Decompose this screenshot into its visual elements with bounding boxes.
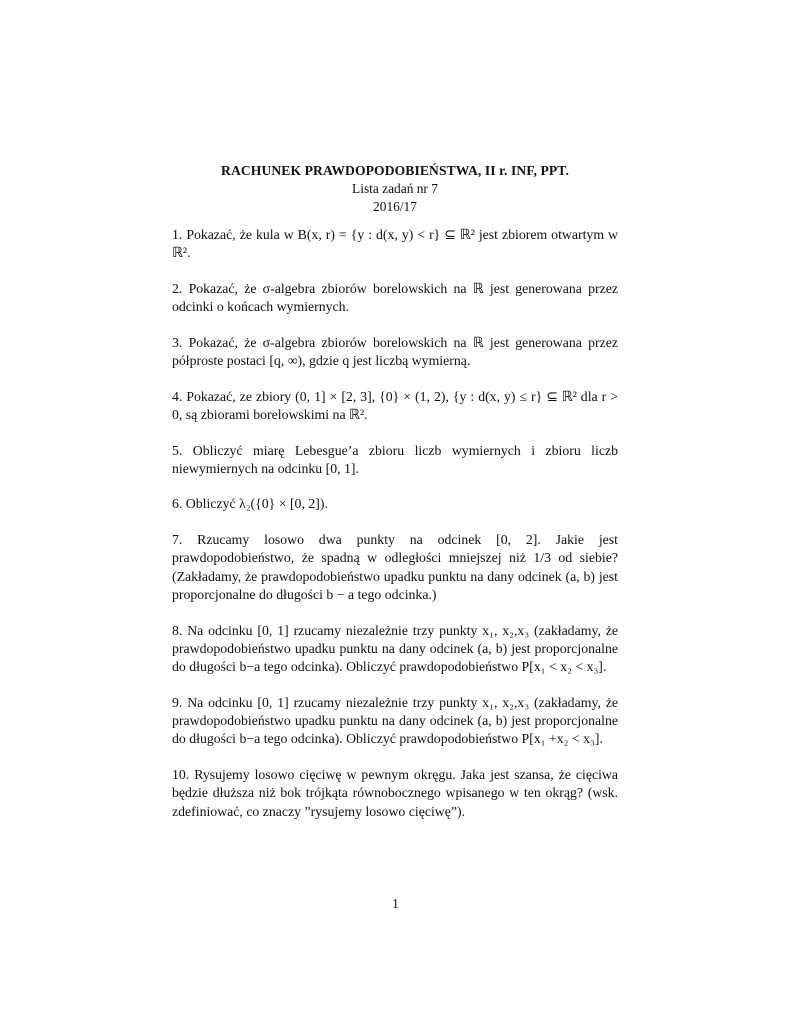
problem-7: 7. Rzucamy losowo dwa punkty na odcinek [0, 2]. Jakie jest prawdopodobieństwo, że spadną w odległości mniejszej niż 1/3 od siebie? (Zakładamy, że prawdopodobieństwo upadku punktu na dany odcinek (a, b) jest proporcjonalne do długości b − a tego odcinka.): [172, 532, 618, 602]
document-header: [172, 161, 618, 215]
list-subtitle: Lista zadań nr 7: [352, 181, 438, 196]
problem-list: [172, 226, 618, 838]
document-title: RACHUNEK PRAWDOPODOBIEŃSTWA, II r. INF, PPT.: [221, 163, 569, 178]
problem-5: 5. Obliczyć miarę Lebesgue’a zbioru liczb wymiernych i zbioru liczb niewymiernych na odcinku [0, 1].: [172, 442, 618, 476]
problem-2: 2. Pokazać, że σ-algebra zbiorów borelowskich na ℝ jest generowana przez odcinki o końcach wymiernych.: [172, 280, 618, 315]
problem-10: 10. Rysujemy losowo cięciwę w pewnym okręgu. Jaka jest szansa, że cięciwa będzie dłuższa niż bok trójkąta równobocznego wpisanego w ten okrąg? (wsk. zdefiniować, co znaczy ”rysujemy losowo cięciwę”).: [172, 766, 618, 819]
problem-6: 6. Obliczyć λ₂({0} × [0, 2]).: [172, 496, 328, 512]
academic-year: 2016/17: [373, 198, 417, 214]
problem-3: 3. Pokazać, że σ-algebra zbiorów borelowskich na ℝ jest generowana przez półproste postaci [q, ∞), gdzie q jest liczbą wymierną.: [172, 334, 618, 369]
problem-9: 9. Na odcinku [0, 1] rzucamy niezależnie trzy punkty x₁, x₂,x₃ (zakładamy, że prawdopodobieństwo upadku punktu na dany odcinek (a, b) jest proporcjonalne do długości b−a tego odcinka). Obliczyć prawdopodobieństwo P[x₁ +x₂ < x₃].: [172, 694, 618, 747]
problem-1: 1. Pokazać, że kula w B(x, r) = {y : d(x, y) < r} ⊆ ℝ² jest zbiorem otwartym w ℝ².: [172, 227, 618, 261]
problem-8: 8. Na odcinku [0, 1] rzucamy niezależnie trzy punkty x₁, x₂,x₃ (zakładamy, że prawdopodobieństwo upadku punktu na dany odcinek (a, b) jest proporcjonalne do długości b−a tego odcinka). Obliczyć prawdopodobieństwo P[x₁ < x₂ < x₃].: [172, 622, 618, 675]
problem-4: 4. Pokazać, ze zbiory (0, 1] × [2, 3], {0} × (1, 2), {y : d(x, y) ≤ r} ⊆ ℝ² dla r > 0, są zbiorami borelowskimi na ℝ².: [172, 388, 618, 422]
page-number: 1: [392, 896, 399, 911]
